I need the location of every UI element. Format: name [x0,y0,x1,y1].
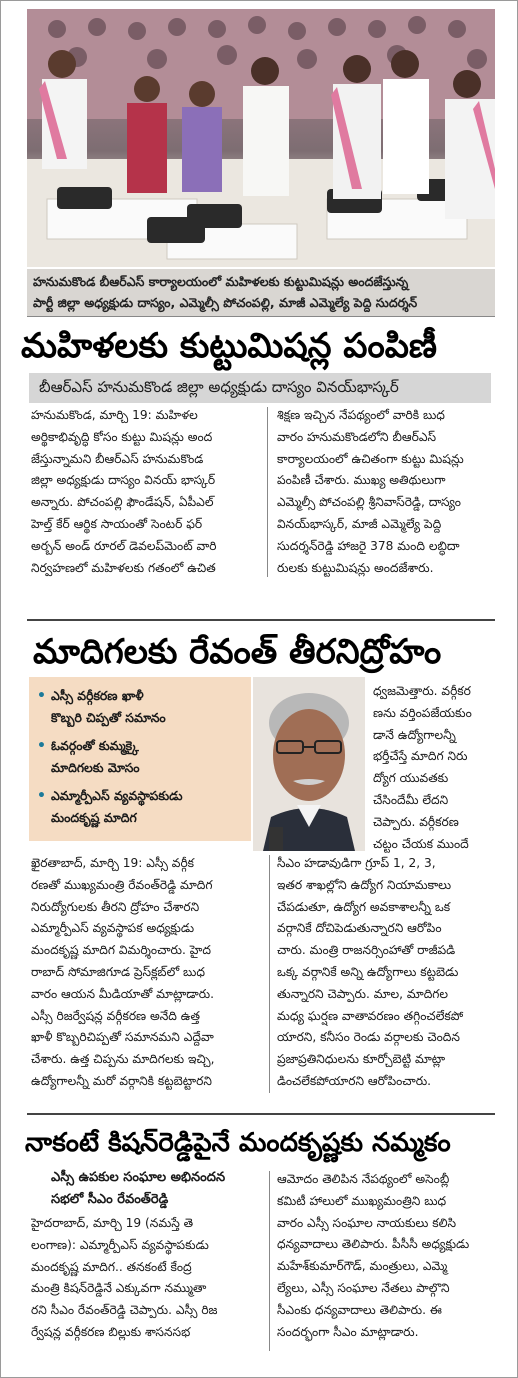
highlight-item [37,685,247,729]
headline-sewing-machines: మహిళలకు కుట్టుమిషన్ల పంపిణీ [21,326,437,366]
story1-column-2 [277,405,495,579]
text-line: అర్బన్ అండ్ రూరల్ డెవలప్‌మెంట్ వారి [31,538,217,553]
text-line: ఖాళీ కొబ్బరిచిప్పతో సమానమని ఎద్దేవా [31,1030,214,1045]
text-line: ఉద్యోగాలన్నీ మరో వర్గానికి కట్టబెట్టారని [31,1073,212,1088]
text-line: రాబాద్ సోమాజిగూడ ప్రెస్‌క్లబ్‌లో బుధ [31,964,205,979]
text-line: చేపడుతూ, ఉద్యోగ అవకాశాలన్నీ ఒక [277,899,451,914]
text-line: ఎమ్మెల్సీ పోచంపల్లి శ్రీనివాస్‌రెడ్డి, దాస్యం [277,495,461,510]
text-line: జేస్తున్నామని బీఆర్ఎస్ హనుమకొండ [31,451,204,466]
subheadline-vinay-bhaskar: బీఆర్ఎస్ హనుమకొండ జిల్లా అధ్యక్షుడు దాస్యం వినయ్‌భాస్కర్ [29,373,491,403]
text-line: ఇతర శాఖల్లోని ఉద్యోగ నియామకాలు [277,877,452,892]
highlights-box [29,677,251,841]
column-divider [269,1171,270,1351]
text-line: మంత్రి కిషన్‌రెడ్డినే ఎక్కువగా నమ్ముతా [31,1281,207,1296]
text-line: యారని, కనీసం రెండు వర్గాలకు చెందిన [277,1030,460,1045]
headline-kishan-reddy: నాకంటే కిషన్‌రెడ్డిపైనే మందకృష్ణకు నమ్మకం [25,1128,451,1158]
photo-caption [27,269,495,317]
bullet-icon: • [37,738,46,754]
text-line: చేశారు. ఉత్త చిప్పను మాదిగలకు ఇచ్చి, [31,1052,215,1067]
text-line: అర్థికాభివృద్ధి కోసం కుట్టు మిషన్లు అంద [31,429,213,444]
text-line: చారు. మంత్రి రాజనర్సింహాతో రాజీపడి [277,943,456,958]
highlight-line: ఎస్సీ వర్గీకరణ ఖాళీ [51,688,144,703]
story1-column-1 [31,405,259,579]
manda-krishna-portrait [253,677,365,851]
column-divider [269,855,270,1093]
text-line: చేసిందేమీ లేదని [373,792,449,807]
highlight-line: మాదిగలకు మోసం [51,760,140,775]
text-line: నిర్వహణలో మహిళలకు గతంలో ఉచిత [31,560,216,575]
text-line: ఎస్సీ రిజర్వేషన్ల వర్గీకరణ అనేది ఉత్త [31,1008,200,1023]
text-line: రని సీఎం రేవంత్‌రెడ్డి చెప్పారు. ఎస్సీ రిజ [31,1303,218,1318]
text-line: కార్యాలయంలో ఉచితంగా కుట్టు మిషన్లు [277,451,464,466]
text-line: మధ్య ఘర్షణ వాతావరణం తగ్గించలేకపో [277,1008,464,1023]
highlight-item [37,735,247,779]
text-line: వారం ఎస్సీ సంఘాల నాయకులు కలిసి [277,1215,457,1230]
story2-column-1 [31,853,263,1093]
text-line: చట్టం చేయక ముందే [373,836,469,851]
text-line: రులకు కుట్టుమిషన్లు అందజేశారు. [277,560,434,575]
text-line: ప్రజాప్రతినిధులను కూర్చోబెట్టి మాట్లా [277,1052,446,1067]
section-divider [27,1113,495,1115]
text-line: నిరుద్యోగులకు తీరని ద్రోహం చేశారని [31,899,200,914]
bullet-icon: • [37,788,46,804]
text-line: ఖైరతాబాద్, మార్చి 19: ఎస్సీ వర్గీక [31,856,195,870]
text-line: వారం ఆయన మీడియాతో మాట్లాడారు. [31,986,215,1001]
caption-line-1: హనుమకొండ బీఆర్ఎస్ కార్యాలయంలో మహిళలకు కుట్టుమిషన్లు అందజేస్తున్న [33,274,409,289]
text-line: సీఎంకు ధన్యవాదాలు తెలిపారు. ఈ [277,1302,442,1317]
text-line: చెప్పారు. వర్గీకరణ [373,814,459,829]
headline-revanth-betrayal: మాదిగలకు రేవంత్ తీరనిద్రోహం [33,632,442,672]
caption-line-2: పార్టీ జిల్లా అధ్యక్షుడు దాస్యం, ఎమ్మెల్సీ పోచంపల్లి, మాజీ ఎమ్మెల్యే పెద్ది సుదర్శన్ [33,295,418,310]
text-line: లంగాణ): ఎమ్మార్పీఎస్ వ్యవస్థాపకుడు [31,1237,209,1252]
highlight-line: మందకృష్ణ మాదిగ [51,810,137,825]
text-line: తున్నారని చెప్పారు. మాల, మాదిగల [277,986,449,1001]
story2-right-column [373,681,497,855]
section-divider [27,619,495,621]
subheadline-cm-revanth [51,1167,271,1211]
story2-column-2 [277,853,497,1093]
text-line: ల్యేలు, ఎస్సీ సంఘాల నేతలు పాల్గొని [277,1280,450,1295]
text-line: ర్వేషన్ల వర్గీకరణ బిల్లుకు శాసనసభ [31,1324,191,1339]
text-line: పంపిణీ చేశారు. ముఖ్య అతిథులుగా [277,473,446,488]
text-line: డానే ఉద్యోగాలన్నీ [373,727,456,742]
column-divider [267,407,268,577]
text-line: మందకృష్ణ మాదిగ.. తనకంటే కేంద్ర [31,1259,192,1274]
subheadline-line: ఎస్సీ ఉపకుల సంఘాల అభినందన [51,1170,226,1185]
highlight-line: కొబ్బరి చిప్పతో సమానం [51,710,166,725]
text-line: హెల్త్ కేర్ ఆర్థిక సాయంతో సెంటర్ ఫర్ [31,516,203,531]
bullet-icon: • [37,688,46,704]
text-line: వర్గానికే దోచిపెడుతున్నారని ఆరోపిం [277,921,442,936]
text-line: డించలేకపోయారని ఆరోపించారు. [277,1073,432,1088]
text-line: సీఎం హడావుడిగా గ్రూప్ 1, 2, 3, [277,856,436,870]
text-line: వారం హనుమకొండలోని బీఆర్ఎస్ [277,429,437,444]
text-line: మందకృష్ణ మాదిగ విమర్శించారు. హైద [31,943,211,958]
highlight-line: ఎమ్మార్పీఎస్ వ్యవస్థాపకుడు [51,788,183,803]
text-line: హనుమకొండ, మార్చి 19: మహిళల [31,408,198,422]
text-line: ణను వర్తింపజేయకుం [373,705,472,720]
text-line: సందర్భంగా సీఎం మాట్లాడారు. [277,1324,419,1339]
text-line: భర్తీచేస్తే మాదిగ నిరు [373,749,468,764]
text-line: సుదర్శన్‌రెడ్డి హాజరై 378 మంది లబ్ధిదా [277,538,460,553]
text-line: ఎమ్మార్పీఎస్ వ్యవస్థాపక అధ్యక్షుడు [31,921,195,936]
text-line: జిల్లా అధ్యక్షుడు దాస్యం వినయ్ భాస్కర్ [31,473,216,488]
text-line: ఆమోదం తెలిపిన నేపథ్యంలో అసెంబ్లీ [277,1172,450,1186]
text-line: అన్నారు. పోచంపల్లి ఫౌండేషన్, ఏపీఎల్ [31,495,214,510]
text-line: శిక్షణ ఇచ్చిన నేపథ్యంలో వారికి బుధ [277,408,445,422]
sewing-machine-distribution-photo [27,9,495,267]
highlight-line: ఓవర్గంతో కుమ్మక్కై [51,738,139,753]
text-line: ఒక్క వర్గానికే అన్ని ఉద్యోగాలు కట్టబెడు [277,964,459,979]
text-line: ధ్వజమెత్తారు. వర్గీకర [373,684,471,698]
text-line: వినయ్‌భాస్కర్, మాజీ ఎమ్మెల్యే పెద్ది [277,516,442,531]
text-line: మహేశ్‌కుమార్‌గౌడ్, మంత్రులు, ఎమ్మె [277,1259,448,1274]
subheadline-line: సభలో సీఎం రేవంత్‌రెడ్డి [51,1192,169,1207]
text-line: కమిటీ హాలులో ముఖ్యమంత్రిని బుధ [277,1193,447,1208]
highlight-item [37,785,247,829]
text-line: రణతో ముఖ్యమంత్రి రేవంత్‌రెడ్డి మాదిగ [31,877,213,892]
text-line: ద్యోగ యువతకు [373,771,449,786]
story3-column-2 [277,1169,497,1343]
text-line: ధన్యవాదాలు తెలిపారు. పీసీసీ అధ్యక్షుడు [277,1237,470,1252]
story3-column-1 [31,1213,263,1344]
text-line: హైదరాబాద్, మార్చి 19 (నమస్తే తె [31,1216,194,1230]
